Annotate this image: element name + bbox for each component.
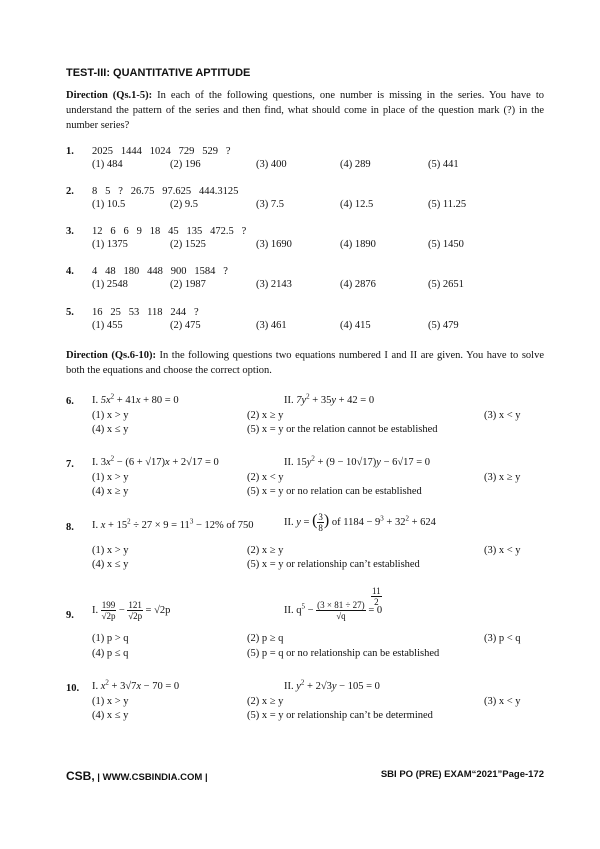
series-option: (3) 7.5 [256, 199, 284, 210]
q9-option-5: (5) p = q or no relationship can be established [247, 648, 440, 659]
q7-option-1: (1) x > y [92, 472, 129, 483]
series-sequence: 16 25 53 118 244 ? [92, 307, 199, 318]
series-option: (5) 11.25 [428, 199, 467, 210]
series-option: (1) 484 [92, 159, 123, 170]
q10-equation-2: II. $y^2 + 2√3y - 105 = 0$ [284, 678, 380, 692]
footer-site: | WWW.CSBINDIA.COM | [94, 772, 208, 783]
series-option: (4) 2876 [340, 279, 376, 290]
series-option: (5) 1450 [428, 239, 464, 250]
direction-2-label: Direction (Qs.6-10): [66, 350, 156, 361]
direction-1-text: In each of the following questions, one number is missing in the series. You have to understand the pattern of the series and then find, what should come in place of the question mark (?) in the number series? [66, 90, 544, 131]
q8-option-3: (3) x < y [484, 545, 521, 556]
q6-equation-2: II. $7y^2 + 35y + 42 = 0$ [284, 392, 375, 406]
q7-option-3: (3) x ≥ y [484, 472, 521, 483]
series-option: (3) 400 [256, 159, 287, 170]
q6-option-1: (1) x > y [92, 410, 129, 421]
series-option: (3) 1690 [256, 239, 292, 250]
series-option: (2) 1525 [170, 239, 206, 250]
q8-equation-2: II. y = ( $\frac{3}{8}$ ) of $1184 - 9^3 + 32^2 + 624$ [284, 512, 436, 534]
series-question-number: 5. [66, 307, 74, 318]
q8-equation-1: I. $x + 15^2 \div 27 \times 9 = 11^3 - 12\%$ of 750 [92, 517, 254, 531]
q10-option-1: (1) x > y [92, 696, 129, 707]
q10-option-2: (2) x ≥ y [247, 696, 284, 707]
q6-option-2: (2) x ≥ y [247, 410, 284, 421]
q9-option-3: (3) p < q [484, 633, 521, 644]
q10-option-5: (5) x = y or relationship can’t be determined [247, 710, 433, 721]
q9-option-2: (2) p ≥ q [247, 633, 284, 644]
direction-2 [66, 348, 544, 378]
direction-1-label: Direction (Qs.1-5): [66, 90, 153, 101]
q9-equation-1: I. $\frac{199}{√2p}$ − $\frac{121}{√2p}$ = √2p [92, 600, 171, 621]
q8-option-4: (4) x ≤ y [92, 559, 129, 570]
series-option: (1) 1375 [92, 239, 128, 250]
series-option: (2) 1987 [170, 279, 206, 290]
series-option: (2) 475 [170, 320, 201, 331]
q9-number: 9. [66, 610, 74, 621]
footer-brand: CSB, [66, 769, 95, 783]
q7-equation-1: I. $3x^2 - (6 + √17)x + 2√17 = 0$ [92, 454, 219, 468]
q10-option-4: (4) x ≤ y [92, 710, 129, 721]
q10-number: 10. [66, 683, 80, 694]
q8-option-2: (2) x ≥ y [247, 545, 284, 556]
q9-equation-2: II. $q^5$ − $\frac{(3 \times 81 \div 27)}{√q}$ = 0 [284, 600, 383, 621]
series-sequence: 4 48 180 448 900 1584 ? [92, 266, 228, 277]
series-option: (4) 12.5 [340, 199, 374, 210]
page-title: TEST-III: QUANTITATIVE APTITUDE [66, 67, 251, 79]
series-sequence: 8 5 ? 26.75 97.625 444.3125 [92, 186, 239, 197]
series-option: (5) 479 [428, 320, 459, 331]
q6-option-4: (4) x ≤ y [92, 424, 129, 435]
q7-option-2: (2) x < y [247, 472, 284, 483]
q9-option-1: (1) p > q [92, 633, 129, 644]
direction-2-text: In the following questions two equations numbered I and II are given. You have to solve both the equations and choose the correct option. [66, 350, 544, 376]
series-option: (4) 1890 [340, 239, 376, 250]
series-option: (2) 196 [170, 159, 201, 170]
footer-page: SBI PO (PRE) EXAM“2021”Page-172 [380, 769, 544, 780]
q8-option-1: (1) x > y [92, 545, 129, 556]
series-sequence: 2025 1444 1024 729 529 ? [92, 146, 231, 157]
series-option: (3) 461 [256, 320, 287, 331]
q6-option-3: (3) x < y [484, 410, 521, 421]
series-question-number: 1. [66, 146, 74, 157]
q10-equation-1: I. $x^2 + 3√7x - 70 = 0$ [92, 678, 180, 692]
series-question-number: 2. [66, 186, 74, 197]
q7-option-4: (4) x ≥ y [92, 486, 129, 497]
q9-option-4: (4) p ≤ q [92, 648, 129, 659]
series-question-number: 4. [66, 266, 74, 277]
series-option: (4) 415 [340, 320, 371, 331]
series-option: (1) 10.5 [92, 199, 126, 210]
q6-option-5: (5) x = y or the relation cannot be established [247, 424, 438, 435]
series-option: (5) 2651 [428, 279, 464, 290]
series-option: (4) 289 [340, 159, 371, 170]
series-option: (1) 455 [92, 320, 123, 331]
q8-number: 8. [66, 522, 74, 533]
series-option: (2) 9.5 [170, 199, 198, 210]
q7-option-5: (5) x = y or no relation can be established [247, 486, 422, 497]
q6-equation-1: I. $5x^2 + 41x + 80 = 0$ [92, 392, 179, 406]
q6-number: 6. [66, 396, 74, 407]
q7-number: 7. [66, 459, 74, 470]
q7-equation-2: II. $15y^2 + (9 - 10√17)y - 6√17 = 0$ [284, 454, 431, 468]
series-question-number: 3. [66, 226, 74, 237]
series-sequence: 12 6 6 9 18 45 135 472.5 ? [92, 226, 247, 237]
q10-option-3: (3) x < y [484, 696, 521, 707]
series-option: (3) 2143 [256, 279, 292, 290]
direction-1 [66, 88, 544, 133]
q8-option-5: (5) x = y or relationship can’t established [247, 559, 420, 570]
series-option: (5) 441 [428, 159, 459, 170]
footer-left [66, 769, 208, 783]
series-option: (1) 2548 [92, 279, 128, 290]
